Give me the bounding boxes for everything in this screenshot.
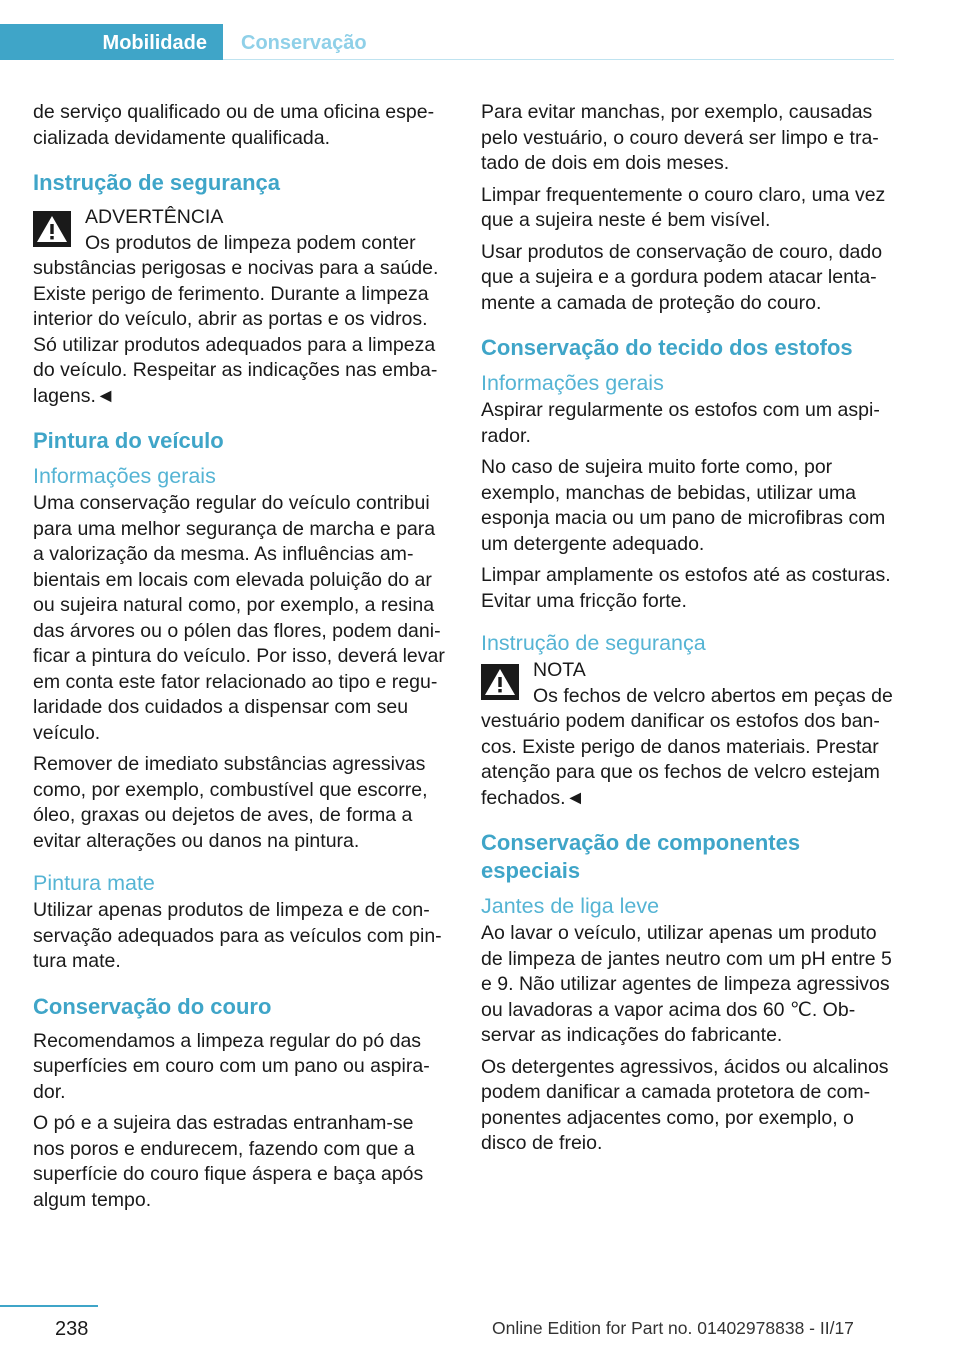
section-tab-label: Conservação (241, 32, 367, 54)
warning-block (33, 205, 445, 409)
paragraph: Para evitar manchas, por exemplo, causadas pelo vestuário, o couro deverá ser limpo e tratado de dois em dois meses. (481, 101, 879, 174)
left-column (33, 100, 445, 1219)
paragraph: Limpar frequentemente o couro claro, uma vez que a sujeira neste é bem visível. (481, 183, 886, 231)
page-number-rule (0, 1305, 98, 1307)
heading-leather: Conservação do couro (33, 993, 272, 1019)
edition-footer: Online Edition for Part no. 01402978838 - II/17 (492, 1318, 854, 1338)
paragraph: Limpar amplamente os estofos até as costuras. Evitar uma fricção forte. (481, 564, 891, 612)
paragraph: No caso de sujeira muito forte como, por exemplo, manchas de bebidas, utilizar uma esponja macia ou um pano de microfibras com um detergente adequado. (481, 456, 886, 555)
warning-text: Os produtos de limpeza podem conter substâncias perigosas e nocivas para a saúde. Existe perigo de ferimento. Durante a limpeza interior do veículo, abrir as portas e os vidros. Só utilizar produtos adequados para a limpeza do veículo. Respeitar as indicações nas embalagens.◄ (33, 231, 439, 407)
subheading-general: Informações gerais (33, 464, 216, 488)
paragraph: Uma conservação regular do veículo contribui para uma melhor segurança de marcha e para a valorização da mesma. As influências ambientais em locais com elevada poluição do ar ou sujeira natural como, por exemplo, a resina das árvores ou o pólen das flores, podem danificar a pintura do veículo. Por isso, deverá levar em conta este fator relacionado ao tipo e regularidade dos cuidados a dispensar com seu veículo. (33, 492, 445, 744)
heading-paint: Pintura do veículo (33, 428, 224, 453)
subheading-safety: Instrução de segurança (481, 631, 706, 655)
paragraph: Utilizar apenas produtos de limpeza e de conservação adequados para as veículos com pintura mate. (33, 899, 442, 972)
paragraph: de serviço qualificado ou de uma oficina especializada devidamente qualificada. (33, 101, 435, 149)
paragraph: Usar produtos de conservação de couro, dado que a sujeira e a gordura podem atacar lentamente a camada de proteção do couro. (481, 240, 883, 314)
note-title: NOTA (533, 659, 586, 681)
note-text: Os fechos de velcro abertos em peças de vestuário podem danificar os estofos dos bancos. Existe perigo de danos materiais. Prestar atenção para que os fechos de velcro estejam fechados.◄ (481, 684, 893, 809)
warning-triangle-icon (33, 211, 71, 247)
paragraph: Ao lavar o veículo, utilizar apenas um produto de limpeza de jantes neutro com um pH entre 5 e 9. Não utilizar agentes de limpeza agressivos ou lavadoras a vapor acima dos 60 ℃. Observar as indicações do fabricante. (481, 922, 892, 1046)
chapter-tab-label: Mobilidade (102, 32, 207, 54)
paragraph: Os detergentes agressivos, ácidos ou alcalinos podem danificar a camada protetora de componentes adjacentes como, por exemplo, o disco de freio. (481, 1055, 889, 1154)
paragraph: Aspirar regularmente os estofos com um aspirador. (481, 399, 880, 447)
page-header (0, 24, 894, 60)
paragraph: Recomendamos a limpeza regular do pó das superfícies em couro com um pano ou aspirador. (33, 1029, 430, 1103)
header-divider (223, 59, 894, 60)
heading-safety: Instrução de segurança (33, 170, 280, 195)
heading-fabric: Conservação do tecido dos estofos (481, 335, 853, 360)
warning-title: ADVERTÊNCIA (85, 206, 224, 228)
subheading-wheels: Jantes de liga leve (481, 894, 660, 918)
subheading-matte: Pintura mate (33, 871, 155, 895)
subheading-general: Informações gerais (481, 371, 664, 395)
chapter-tab (0, 24, 223, 60)
warning-triangle-icon (481, 664, 519, 700)
heading-components: Conservação de componentes especiais (481, 830, 801, 883)
note-block (481, 658, 895, 811)
paragraph: Remover de imediato substâncias agressivas como, por exemplo, combustível que escorre, óleo, graxas ou dejetos de aves, de forma a evitar alterações ou danos na pintura. (33, 753, 428, 852)
paragraph: O pó e a sujeira das estradas entranham-se nos poros e endurecem, fazendo com que a superfície do couro fique áspera e baça após algum tempo. (33, 1112, 424, 1211)
page-number: 238 (55, 1318, 89, 1340)
right-column (481, 100, 895, 1163)
